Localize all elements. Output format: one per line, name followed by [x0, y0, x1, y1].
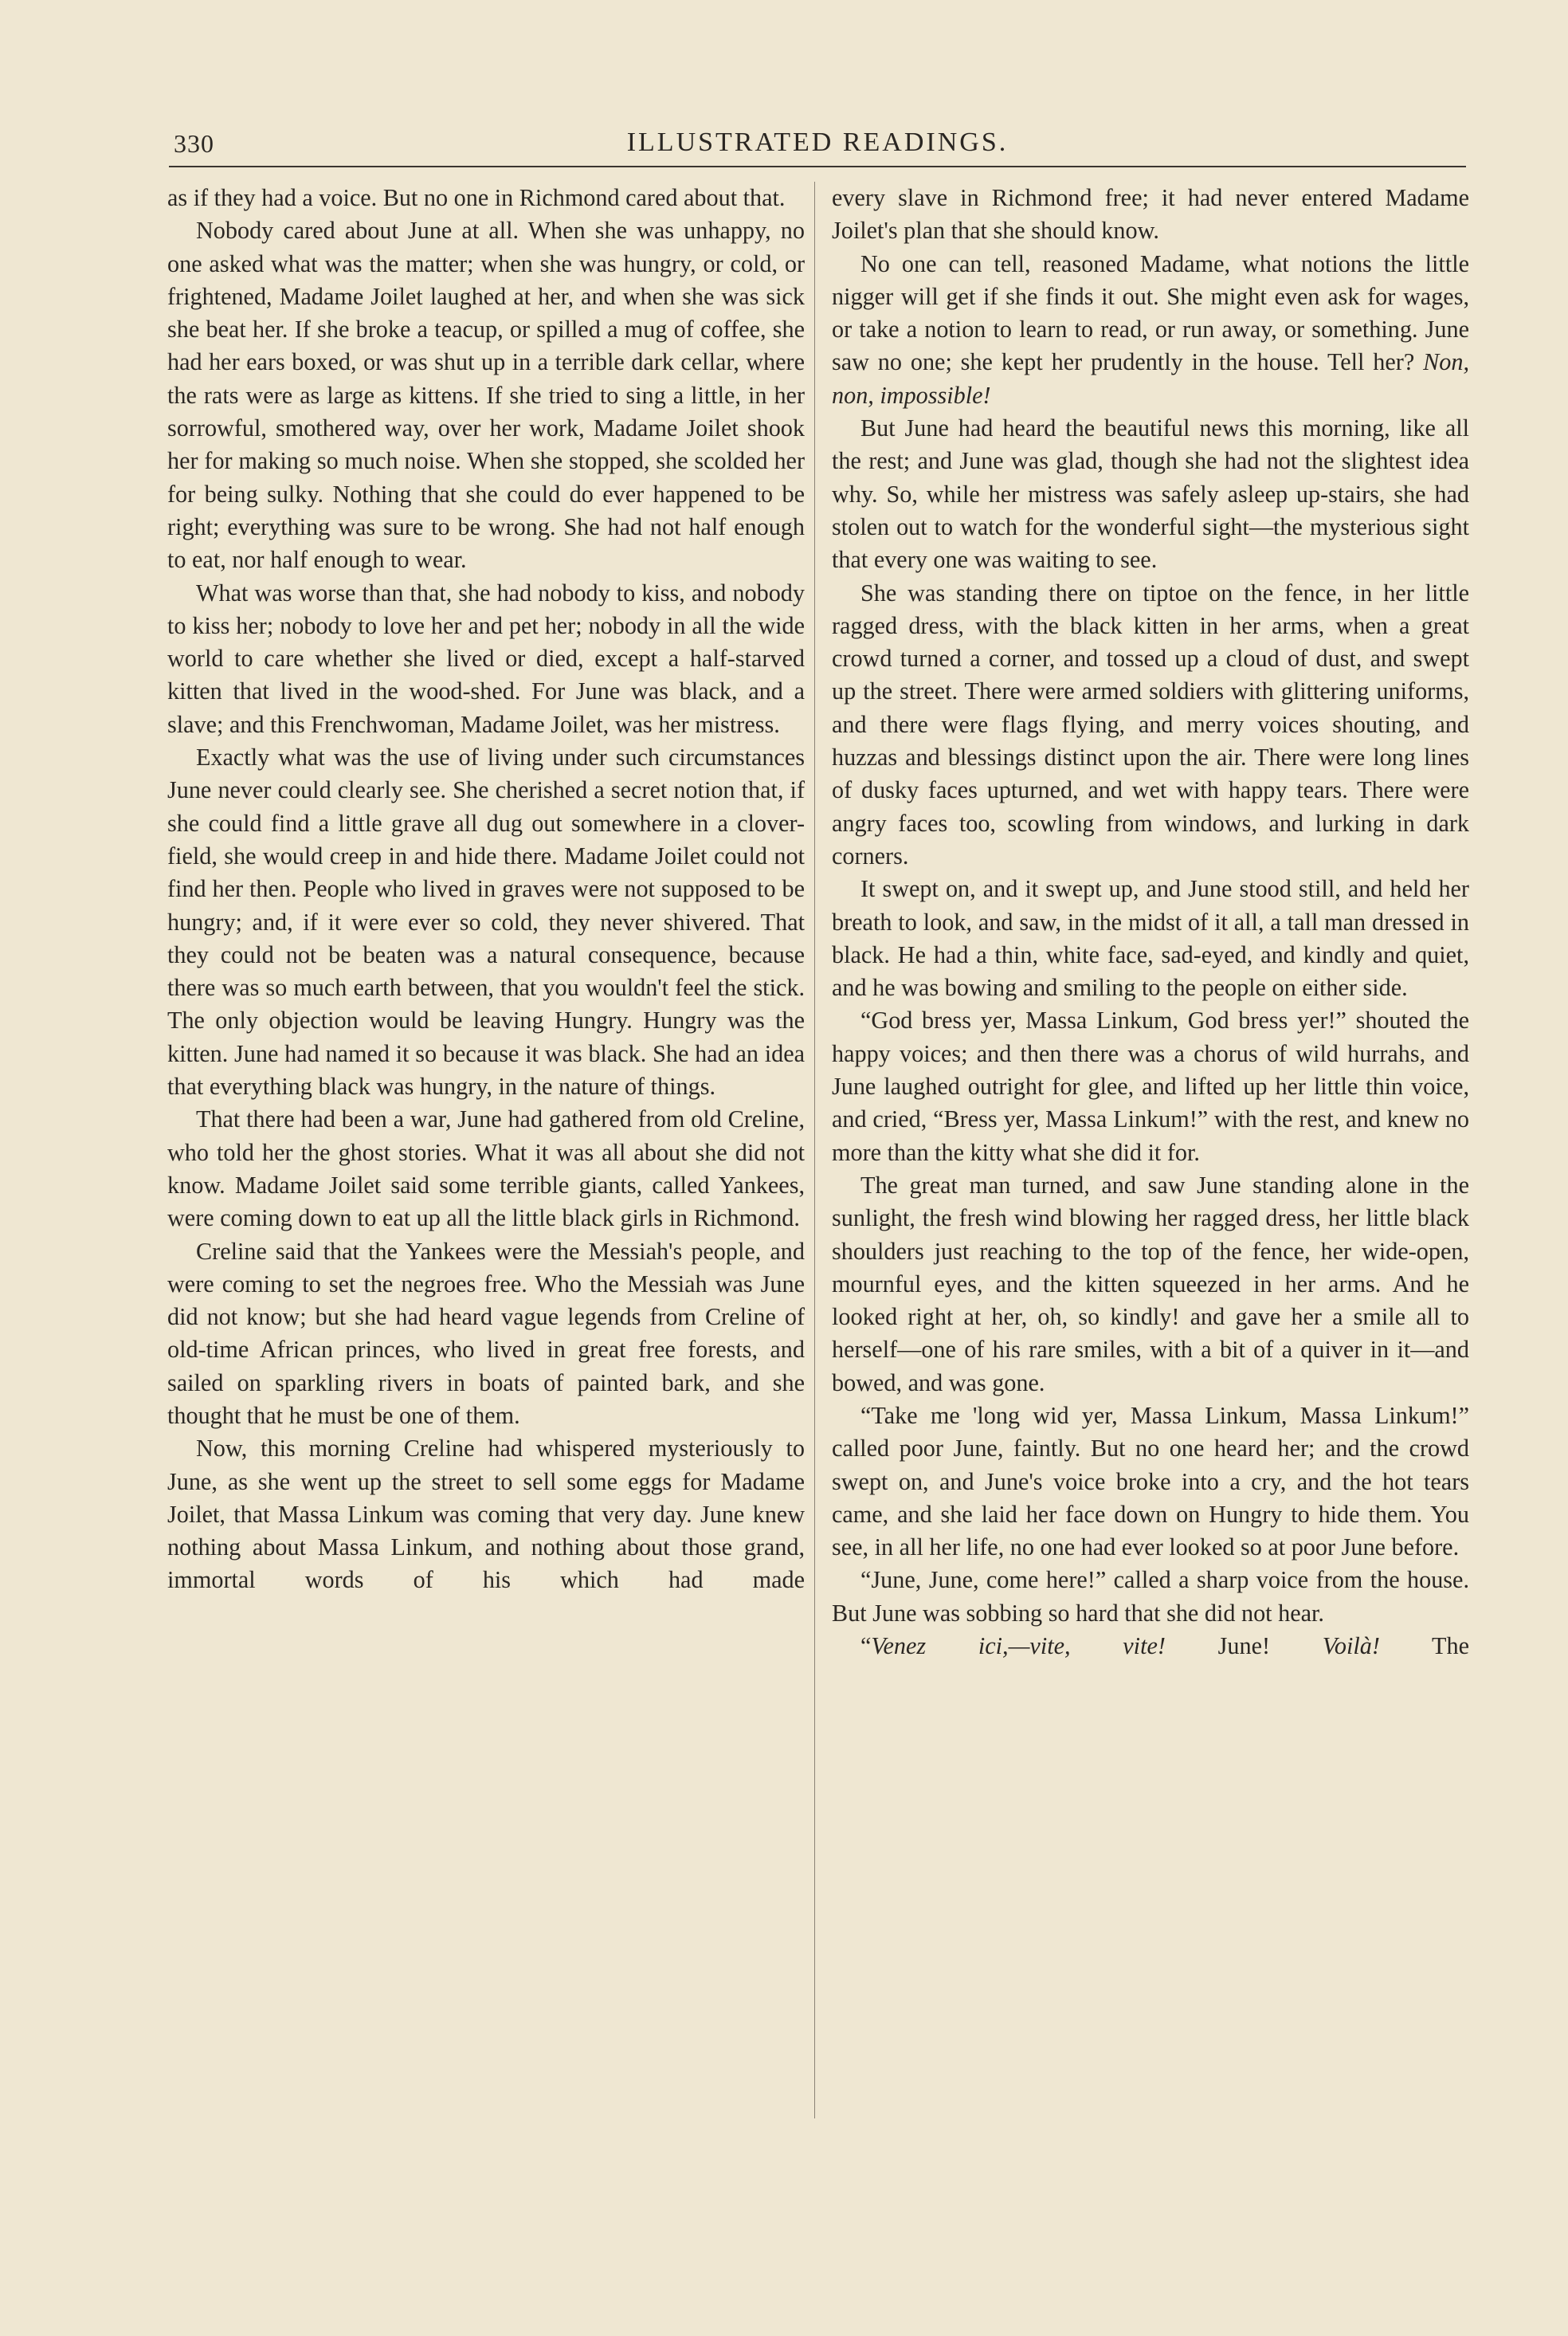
- paragraph: What was worse than that, she had nobody to kiss, and nobody to kiss her; nobody to love her and pet her; nobody in all the wide world to care whether she lived or died, except a half-starved kitten that lived in the wood-shed. For June was black, and a slave; and this Frenchwoman, Madame Joilet, was her mistress.: [167, 579, 805, 738]
- paragraph: It swept on, and it swept up, and June stood still, and held her breath to look, and saw, in the midst of it all, a tall man dressed in black. He had a thin, white face, sad-eyed, and kindly and quiet, and he was bowing and smiling to the people on either side.: [832, 875, 1469, 1002]
- paragraph: The great man turned, and saw June standing alone in the sunlight, the fresh wind blowing her ragged dress, her little black shoulders just reaching to the top of the fence, her wide-open, mournful eyes, and the kitten squeezed in her arms. And he looked right at her, oh, so kindly! and gave her a smile all to herself—one of his rare smiles, with a bit of a quiver in it—and bowed, and was gone.: [832, 1171, 1469, 1396]
- paragraph: “God bress yer, Massa Linkum, God bress yer!” shouted the happy voices; and then there was a chorus of wild hurrahs, and June laughed outright for glee, and lifted up her little thin voice, and cried, “Bress yer, Massa Linkum!” with the rest, and knew no more than the kitty what she did it for.: [832, 1007, 1469, 1166]
- paragraph-text: The: [1379, 1632, 1469, 1660]
- running-header: [169, 128, 1466, 167]
- paragraph-text: No one can tell, reasoned Madame, what notions the little nigger will get if she finds it out. She might even ask for wages, or take a notion to learn to read, or run away, or something. June saw no one; she kept her prudently in the house. Tell her?: [832, 249, 1469, 376]
- paragraph: [832, 1630, 1469, 1663]
- running-title: ILLUSTRATED READINGS.: [626, 128, 1009, 157]
- italic-phrase: Voilà!: [1322, 1632, 1380, 1660]
- paragraph: But June had heard the beautiful news this morning, like all the rest; and June was glad, though she had not the slightest idea why. So, while her mistress was safely asleep up-stairs, she had stolen out to watch for the wonderful sight—the mysterious sight that every one was waiting to see.: [832, 414, 1469, 574]
- paragraph: “Take me 'long wid yer, Massa Linkum, Massa Linkum!” called poor June, faintly. But no one heard her; and the crowd swept on, and June's voice broke into a cry, and the hot tears came, and she laid her face down on Hungry to hide them. You see, in all her life, no one had ever looked so at poor June before.: [832, 1401, 1469, 1561]
- paragraph-text: June!: [1165, 1632, 1323, 1660]
- paragraph: Exactly what was the use of living under such circumstances June never could clearly see. She cherished a secret notion that, if she could find a little grave all dug out somewhere in a clover-field, she would creep in and hide there. Madame Joilet could not find her then. People who lived in graves were not supposed to be hungry; and, if it were ever so cold, they never shivered. That they could not be beaten was a natural consequence, because there was so much earth between, that you wouldn't feel the stick. The only objection would be leaving Hungry. Hungry was the kitten. June had named it so because it was black. She had an idea that everything black was hungry, in the nature of things.: [167, 744, 805, 1101]
- paragraph: every slave in Richmond free; it had never entered Madame Joilet's plan that she should know.: [832, 184, 1469, 245]
- paragraph: Nobody cared about June at all. When she was unhappy, no one asked what was the matter; when she was hungry, or cold, or frightened, Madame Joilet laughed at her, and when she was sick she beat her. If she broke a teacup, or spilled a mug of coffee, she had her ears boxed, or was shut up in a terrible dark cellar, where the rats were as large as kittens. If she tried to sing a little, in her sorrowful, smothered way, over her work, Madame Joilet shook her for making so much noise. When she stopped, she scolded her for being sulky. Nothing that she could do ever happened to be right; everything was sure to be wrong. She had not half enough to eat, nor half enough to wear.: [167, 217, 805, 574]
- italic-phrase: Non, non, impossible!: [832, 348, 1469, 409]
- italic-phrase: Venez ici,—vite, vite!: [871, 1632, 1166, 1660]
- left-column: [167, 182, 805, 1597]
- open-quote: “: [860, 1632, 872, 1660]
- paragraph: Now, this morning Creline had whispered mysteriously to June, as she went up the street to sell some eggs for Madame Joilet, that Massa Linkum was coming that very day. June knew nothing about Massa Linkum, and nothing about those grand, immortal words of his which had made: [167, 1435, 805, 1594]
- right-column: [832, 182, 1469, 1663]
- paragraph: [832, 248, 1469, 412]
- paragraph: as if they had a voice. But no one in Richmond cared about that.: [167, 184, 786, 211]
- page-number: 330: [174, 129, 214, 158]
- column-divider: [814, 182, 815, 2118]
- paragraph: Creline said that the Yankees were the Messiah's people, and were coming to set the negroes free. Who the Messiah was June did not know; but she had heard vague legends from Creline of old-time African princes, who lived in great free forests, and sailed on sparkling rivers in boats of painted bark, and she thought that he must be one of them.: [167, 1237, 805, 1429]
- paragraph: “June, June, come here!” called a sharp voice from the house. But June was sobbing so hard that she did not hear.: [832, 1566, 1469, 1627]
- paragraph: That there had been a war, June had gathered from old Creline, who told her the ghost stories. What it was all about she did not know. Madame Joilet said some terrible giants, called Yankees, were coming down to eat up all the little black girls in Richmond.: [167, 1105, 805, 1232]
- paragraph: She was standing there on tiptoe on the fence, in her little ragged dress, with the black kitten in her arms, when a great crowd turned a corner, and tossed up a cloud of dust, and swept up the street. There were armed soldiers with glittering uniforms, and there were flags flying, and merry voices shouting, and huzzas and blessings distinct upon the air. There were long lines of dusky faces upturned, and wet with happy tears. There were angry faces too, scowling from windows, and lurking in dark corners.: [832, 579, 1469, 870]
